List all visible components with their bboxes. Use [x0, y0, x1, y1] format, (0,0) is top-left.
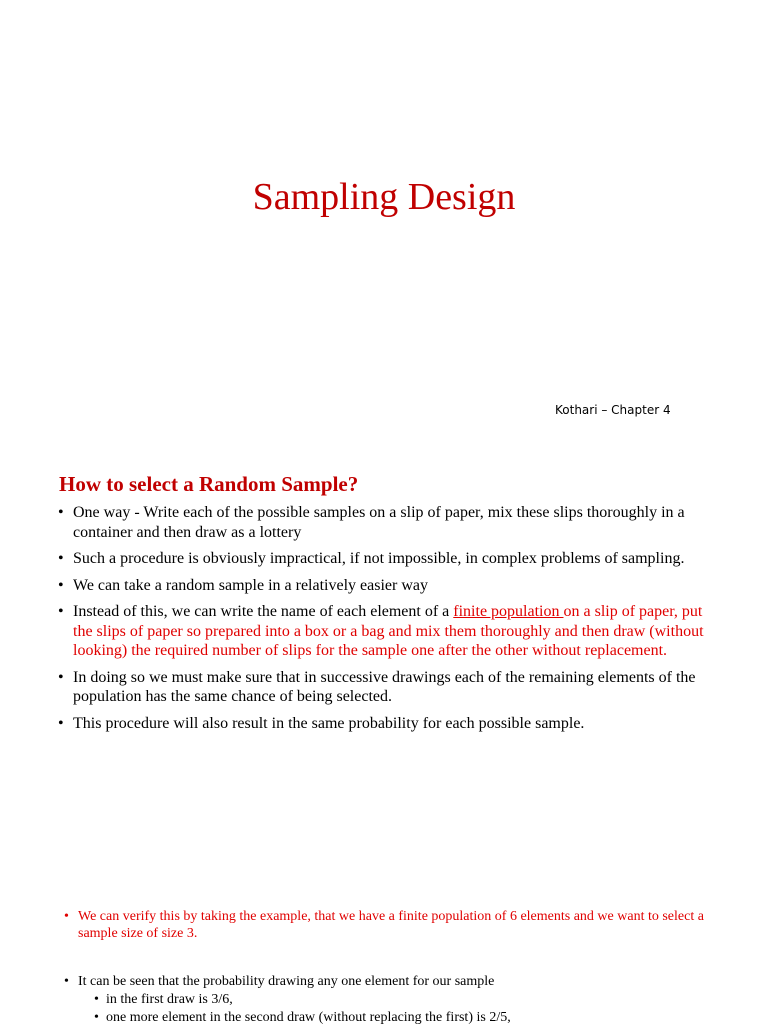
bullet-text: We can verify this by taking the example, that we have a finite population of 6 elements and we want to select a sample size of size 3.	[78, 909, 704, 941]
bullet-dot-icon: •	[58, 576, 64, 594]
bullet-list	[56, 503, 716, 740]
bullet-text-highlight: on a slip of paper, put the slips of paper so prepared into a box or a bag and mix them thoroughly and then draw (without looking) the required number of slips for the sample one after the other without replacement.	[73, 603, 704, 659]
bullet-list	[62, 908, 722, 942]
title-slide	[0, 0, 768, 440]
bullet-text: one more element in the second draw (without replacing the first) is 2/5,	[106, 1010, 511, 1024]
bullet-dot-icon: •	[58, 603, 64, 620]
bullet-item	[56, 714, 716, 734]
bullet-dot-icon: •	[58, 504, 64, 521]
bullet-item	[62, 908, 722, 942]
sub-bullet-list	[92, 991, 752, 1024]
bullet-text: It can be seen that the probability drawing any one element for our sample	[78, 974, 495, 989]
bullet-dot-icon: •	[58, 714, 64, 732]
bullet-dot-icon: •	[58, 550, 64, 567]
bullet-dot-icon: •	[64, 974, 69, 989]
slide-subtitle: Kothari – Chapter 4	[555, 403, 671, 417]
bullet-text: in the first draw is 3/6,	[106, 992, 233, 1007]
bullet-item	[56, 576, 716, 596]
bullet-item	[56, 503, 716, 542]
bullet-dot-icon: •	[94, 1010, 99, 1024]
bullet-text: We can take a random sample in a relatively easier way	[73, 576, 428, 594]
content-slide-random-sample	[0, 440, 768, 870]
content-slide-verification	[0, 870, 768, 1024]
bullet-text: This procedure will also result in the same probability for each possible sample.	[73, 714, 585, 732]
sub-bullet-item	[92, 991, 752, 1009]
bullet-list	[62, 973, 742, 991]
bullet-dot-icon: •	[94, 992, 99, 1007]
slide-title: Sampling Design	[252, 176, 516, 218]
bullet-item	[62, 973, 742, 991]
sub-bullet-item	[92, 1009, 752, 1024]
bullet-item	[56, 602, 716, 661]
bullet-text: Such a procedure is obviously impractical, if not impossible, in complex problems of sampling.	[73, 550, 685, 567]
bullet-item	[56, 549, 716, 569]
bullet-text: In doing so we must make sure that in successive drawings each of the remaining elements of the population has the same chance of being selected.	[73, 668, 696, 705]
bullet-text: One way - Write each of the possible samples on a slip of paper, mix these slips thoroughly in a container and then draw as a lottery	[73, 504, 685, 541]
bullet-item	[56, 668, 716, 707]
bullet-text: Instead of this, we can write the name of each element of a	[73, 603, 454, 620]
bullet-dot-icon: •	[58, 668, 64, 686]
finite-population-link[interactable]: finite population	[453, 603, 564, 620]
slide-heading: How to select a Random Sample?	[59, 472, 359, 496]
bullet-dot-icon: •	[64, 909, 69, 924]
